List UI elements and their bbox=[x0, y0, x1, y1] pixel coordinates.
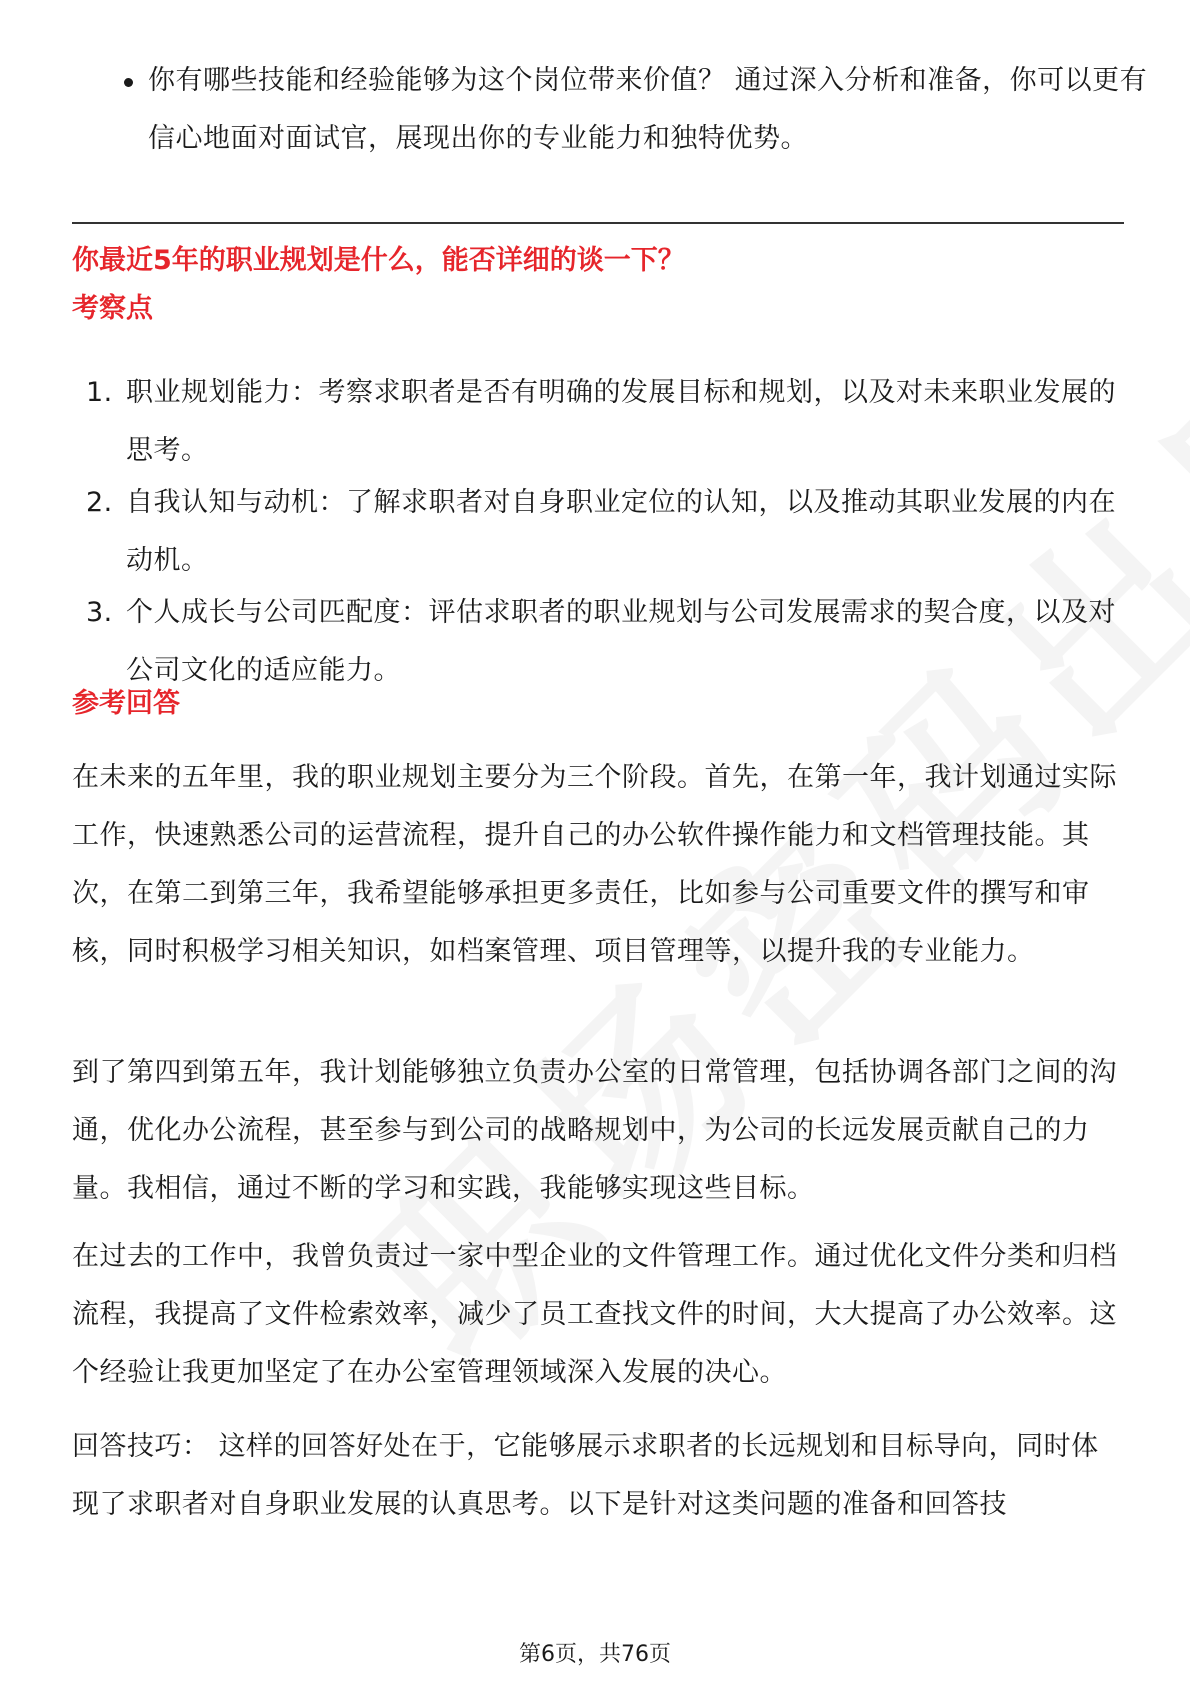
focus-item-number: 3. bbox=[86, 597, 113, 628]
answer-paragraph-2: 到了第四到第五年，我计划能够独立负责办公室的日常管理，包括协调各部门之间的沟通，优化办公流程，甚至参与到公司的战略规划中，为公司的长远发展贡献自己的力量。我相信，通过不断的学习和实践，我能够实现这些目标。 bbox=[72, 1057, 1117, 1204]
focus-label: 考察点 bbox=[72, 293, 153, 324]
focus-item-1 bbox=[72, 364, 1126, 480]
focus-item-text: 个人成长与公司匹配度：评估求职者的职业规划与公司发展需求的契合度，以及对公司文化的适应能力。 bbox=[126, 597, 1116, 686]
focus-item-text: 自我认知与动机：了解求职者对自身职业定位的认知，以及推动其职业发展的内在动机。 bbox=[126, 487, 1116, 576]
focus-item-number: 2. bbox=[86, 487, 113, 518]
focus-item-number: 1. bbox=[86, 377, 113, 408]
page-number-footer: 第6页，共76页 bbox=[519, 1642, 671, 1667]
focus-item-3 bbox=[72, 584, 1126, 700]
bullet-text: 你有哪些技能和经验能够为这个岗位带来价值？ 通过深入分析和准备，你可以更有信心地面对面试官，展现出你的专业能力和独特优势。 bbox=[148, 65, 1148, 154]
focus-item-text: 职业规划能力：考察求职者是否有明确的发展目标和规划，以及对未来职业发展的思考。 bbox=[126, 377, 1116, 466]
focus-list bbox=[72, 364, 1124, 700]
bullet-list-item bbox=[124, 52, 1148, 168]
bullet-dot-icon bbox=[124, 78, 133, 87]
answer-paragraph-1: 在未来的五年里，我的职业规划主要分为三个阶段。首先，在第一年，我计划通过实际工作，快速熟悉公司的运营流程，提升自己的办公软件操作能力和文档管理技能。其次，在第二到第三年，我希望能够承担更多责任，比如参与公司重要文件的撰写和审核，同时积极学习相关知识，如档案管理、项目管理等，以提升我的专业能力。 bbox=[72, 762, 1117, 967]
focus-item-2 bbox=[72, 474, 1126, 590]
tips-paragraph: 回答技巧： 这样的回答好处在于，它能够展示求职者的长远规划和目标导向，同时体现了求职者对自身职业发展的认真思考。以下是针对这类问题的准备和回答技 bbox=[72, 1431, 1099, 1520]
section-divider bbox=[72, 222, 1124, 224]
question-heading: 你最近5年的职业规划是什么，能否详细的谈一下？ bbox=[72, 245, 685, 276]
answer-paragraph-3: 在过去的工作中，我曾负责过一家中型企业的文件管理工作。通过优化文件分类和归档流程，我提高了文件检索效率，减少了员工查找文件的时间，大大提高了办公效率。这个经验让我更加坚定了在办公室管理领域深入发展的决心。 bbox=[72, 1241, 1117, 1388]
answer-label: 参考回答 bbox=[72, 688, 180, 719]
